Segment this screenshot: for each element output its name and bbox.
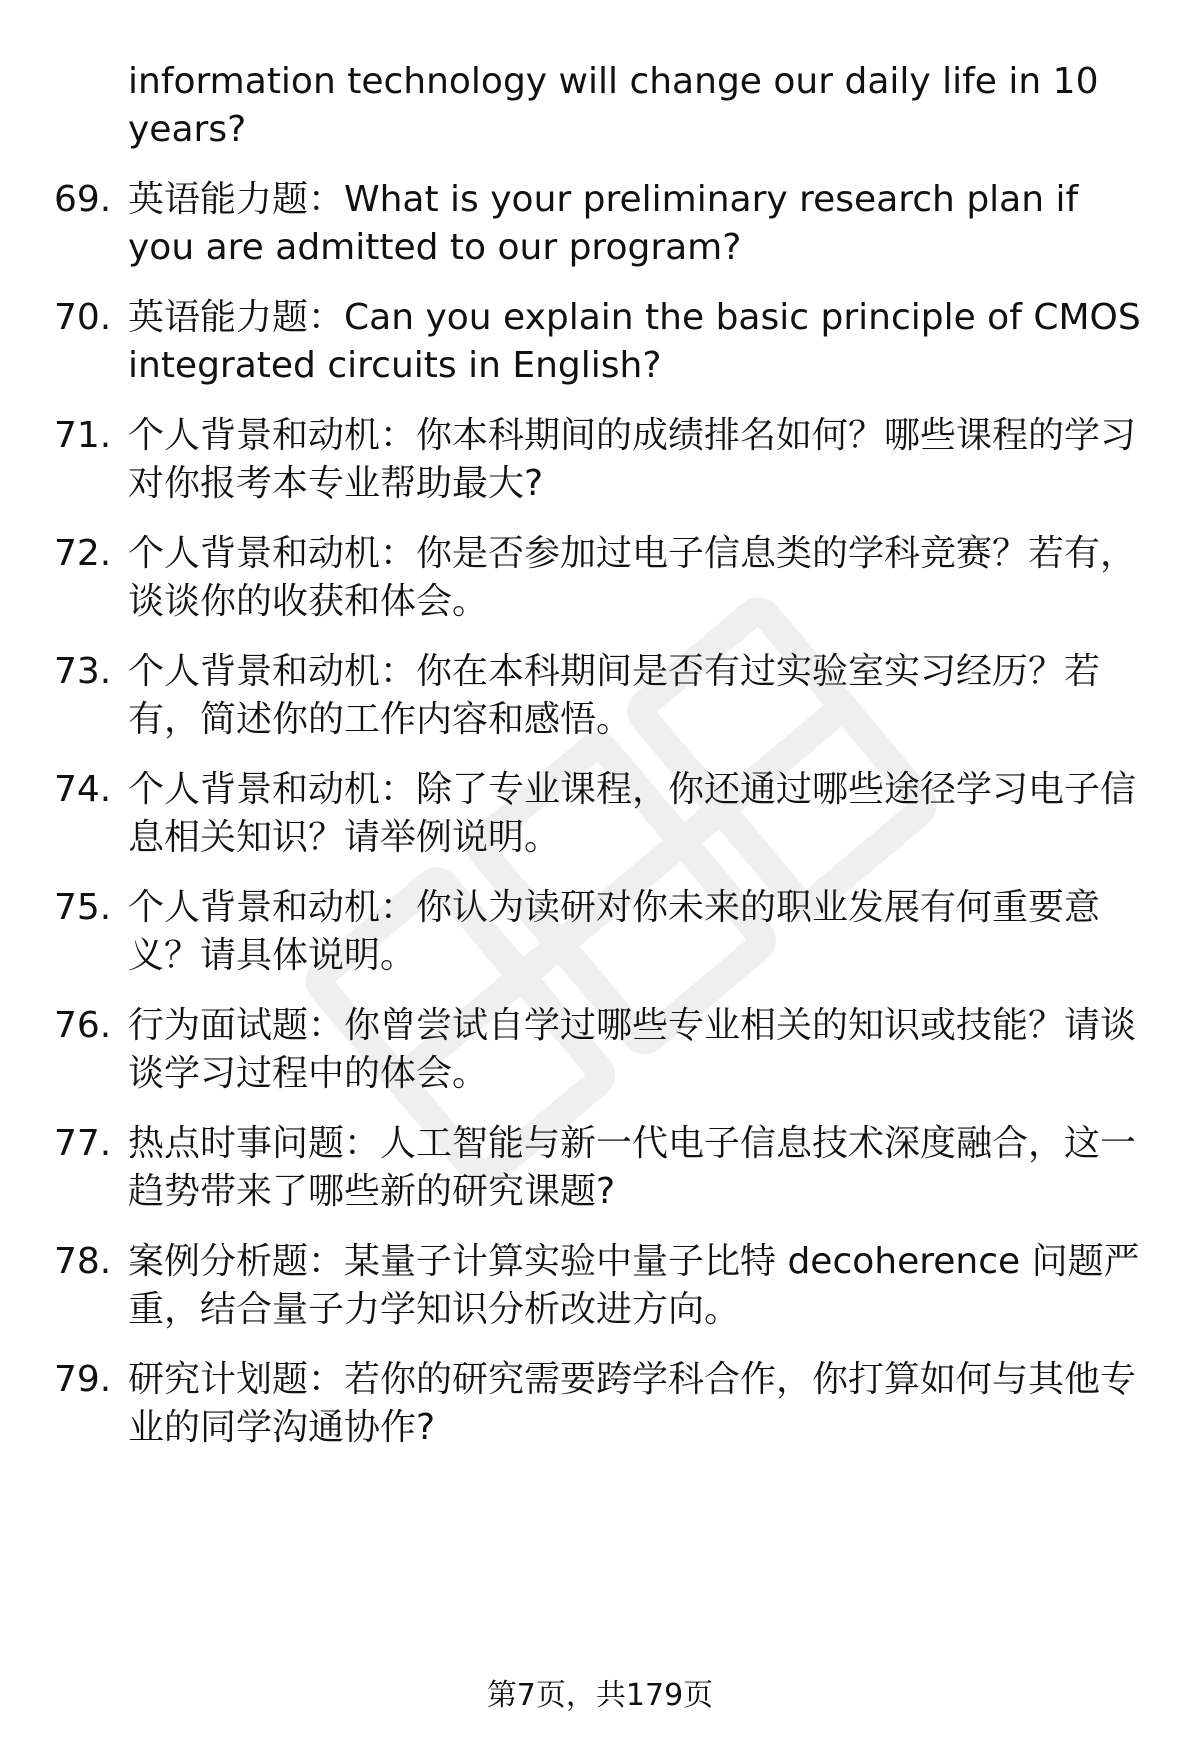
question-text: 行为面试题：你曾尝试自学过哪些专业相关的知识或技能？请谈谈学习过程中的体会。: [128, 1005, 1137, 1094]
question-number: 72.: [54, 533, 112, 574]
question-text: 英语能力题：Can you explain the basic principle of CMOS integrated circuits in English?: [128, 297, 1141, 386]
question-text: 个人背景和动机：你本科期间的成绩排名如何？哪些课程的学习对你报考本专业帮助最大?: [128, 415, 1137, 504]
question-number: 78.: [54, 1241, 112, 1282]
question-number: 73.: [54, 651, 112, 692]
question-number: 71.: [54, 415, 112, 456]
question-text: 个人背景和动机：你认为读研对你未来的职业发展有何重要意义？请具体说明。: [128, 887, 1101, 976]
question-text: 个人背景和动机：你是否参加过电子信息类的学科竞赛？若有，谈谈你的收获和体会。: [128, 533, 1137, 622]
question-number: 74.: [54, 769, 112, 810]
question-text: 研究计划题：若你的研究需要跨学科合作，你打算如何与其他专业的同学沟通协作?: [128, 1359, 1137, 1448]
question-text: 案例分析题：某量子计算实验中量子比特 decoherence 问题严重，结合量子力学知识分析改进方向。: [128, 1241, 1140, 1330]
continuation-text: information technology will change our daily life in 10 years?: [128, 61, 1099, 150]
page-number-footer: 第7页，共179页: [486, 1678, 714, 1713]
question-number: 76.: [54, 1005, 112, 1046]
question-number: 77.: [54, 1123, 112, 1164]
question-text: 热点时事问题：人工智能与新一代电子信息技术深度融合，这一趋势带来了哪些新的研究课题?: [128, 1123, 1137, 1212]
question-number: 70.: [54, 297, 112, 338]
question-number: 69.: [54, 179, 112, 220]
question-text: 个人背景和动机：除了专业课程，你还通过哪些途径学习电子信息相关知识？请举例说明。: [128, 769, 1137, 858]
question-number: 79.: [54, 1359, 112, 1400]
question-text: 个人背景和动机：你在本科期间是否有过实验室实习经历？若有，简述你的工作内容和感悟。: [128, 651, 1101, 740]
question-text: 英语能力题：What is your preliminary research plan if you are admitted to our program?: [128, 179, 1079, 268]
question-number: 75.: [54, 887, 112, 928]
